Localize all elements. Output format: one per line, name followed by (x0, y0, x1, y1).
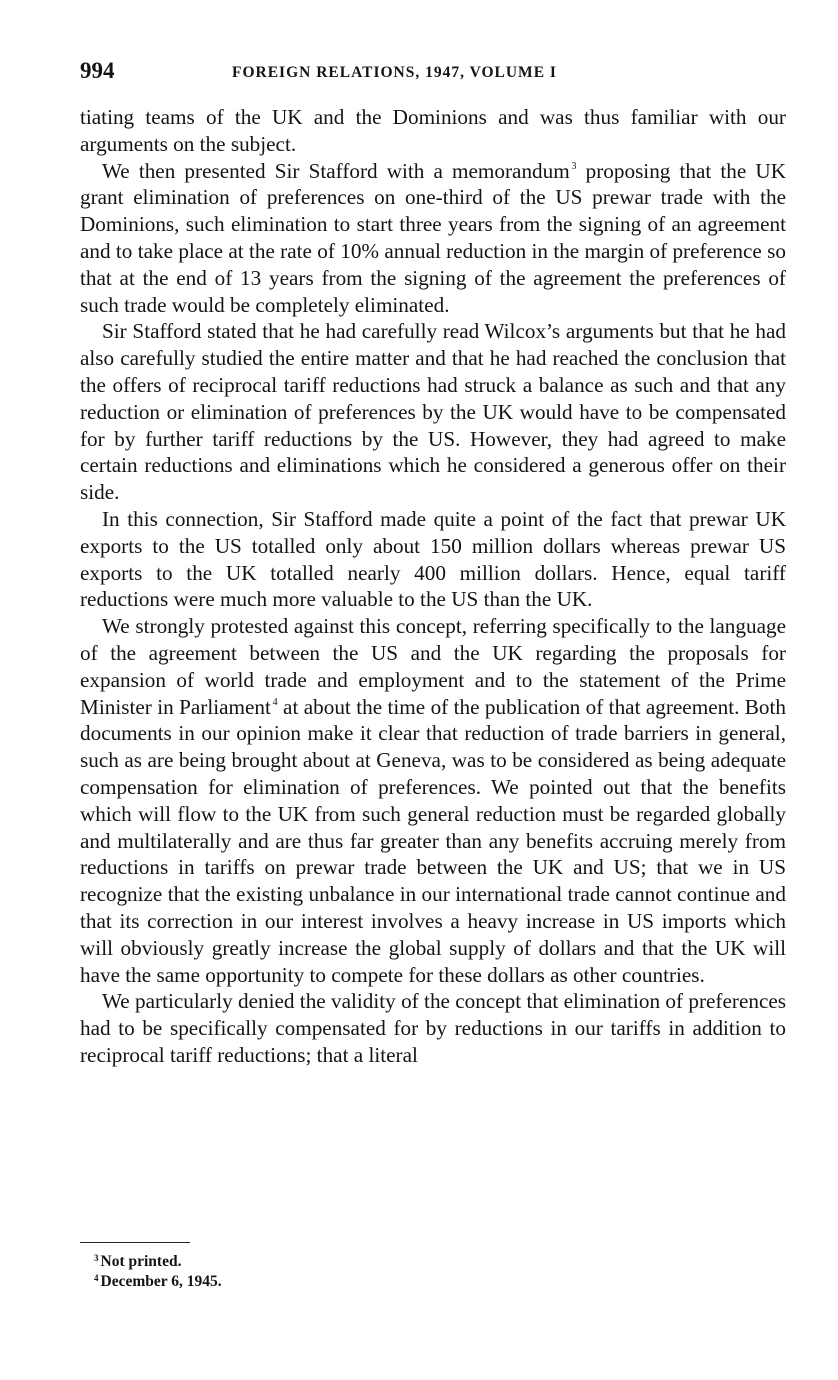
footnote-ref-4: 4 (272, 696, 278, 708)
paragraph-text: In this connection, Sir Stafford made quite a point of the fact that prewar UK exports to the US totalled only about 150 million dollars whereas prewar US exports to the UK totalled nearly 400 million dollars. Hence, equal tariff reductions were much more valuable to the US than the UK. (80, 506, 786, 612)
paragraph-particularly-denied (80, 988, 786, 1068)
paragraph-text: We strongly protested against this concept, referring specifically to the language of the agreement between the US and the UK regarding the proposals for expansion of world trade and employment and to the statement of the Prime Minister in Parliament (80, 614, 786, 719)
footnote-divider (80, 1242, 190, 1243)
footnote-4 (94, 1272, 222, 1292)
body-text (80, 104, 786, 1069)
footnote-marker: 3 (94, 1253, 99, 1263)
page-header (80, 58, 780, 88)
paragraph-this-connection (80, 506, 786, 613)
footnote-marker: 4 (94, 1273, 99, 1283)
paragraph-memorandum (80, 158, 786, 319)
paragraph-continued (80, 104, 786, 158)
paragraph-text: We then presented Sir Stafford with a memorandum (102, 158, 570, 183)
paragraph-text: We particularly denied the validity of the concept that elimination of preferences had to be specifically compensated for by reductions in our tariffs in addition to reciprocal tariff reductions; that a literal (80, 989, 786, 1067)
running-title: FOREIGN RELATIONS, 1947, VOLUME I (232, 64, 557, 81)
paragraph-sir-stafford-stated (80, 318, 786, 506)
paragraph-text: Sir Stafford stated that he had carefully read Wilcox’s arguments but that he had also carefully studied the entire matter and that he had reached the conclusion that the offers of reciprocal tariff reductions had struck a balance as such and that any reduction or elimination of preferences by the UK would have to be compensated for by further tariff reductions by the US. However, they had agreed to make certain reductions and eliminations which he considered a generous offer on their side. (80, 319, 786, 505)
footnote-ref-3: 3 (571, 160, 577, 172)
paragraph-text: tiating teams of the UK and the Dominions and was thus familiar with our arguments on the subject. (80, 105, 786, 156)
footnote-text: December 6, 1945. (100, 1273, 222, 1290)
footnote-3 (94, 1252, 222, 1272)
paragraph-text: proposing that the UK grant elimination of preferences on one-third of the US prewar trade with the Dominions, such elimination to start three years from the signing of an agreement and to take place at the rate of 10% annual reduction in the margin of preference so that at the end of 13 years from the signing of the agreement the preferences of such trade would be completely eliminated. (80, 158, 787, 317)
footnote-text: Not printed. (100, 1253, 182, 1270)
page-number: 994 (80, 58, 115, 83)
paragraph-strongly-protested (80, 613, 786, 988)
paragraph-text: at about the time of the publication of that agreement. Both documents in our opinion make it clear that reduction of trade barriers in general, such as are being brought about at Geneva, was to be considered as being adequate compensation for elimination of preferences. We pointed out that the benefits which will flow to the UK from such general reduction must be regarded globally and multilaterally and are thus far greater than any benefits accruing merely from reductions in tariffs on prewar trade between the UK and US; that we in US recognize that the existing unbalance in our international trade cannot continue and that its correction in our interest involves a heavy increase in US imports which will obviously greatly increase the global supply of dollars and that the UK will have the same opportunity to compete for these dollars as other countries. (80, 694, 786, 987)
footnotes (94, 1252, 222, 1292)
